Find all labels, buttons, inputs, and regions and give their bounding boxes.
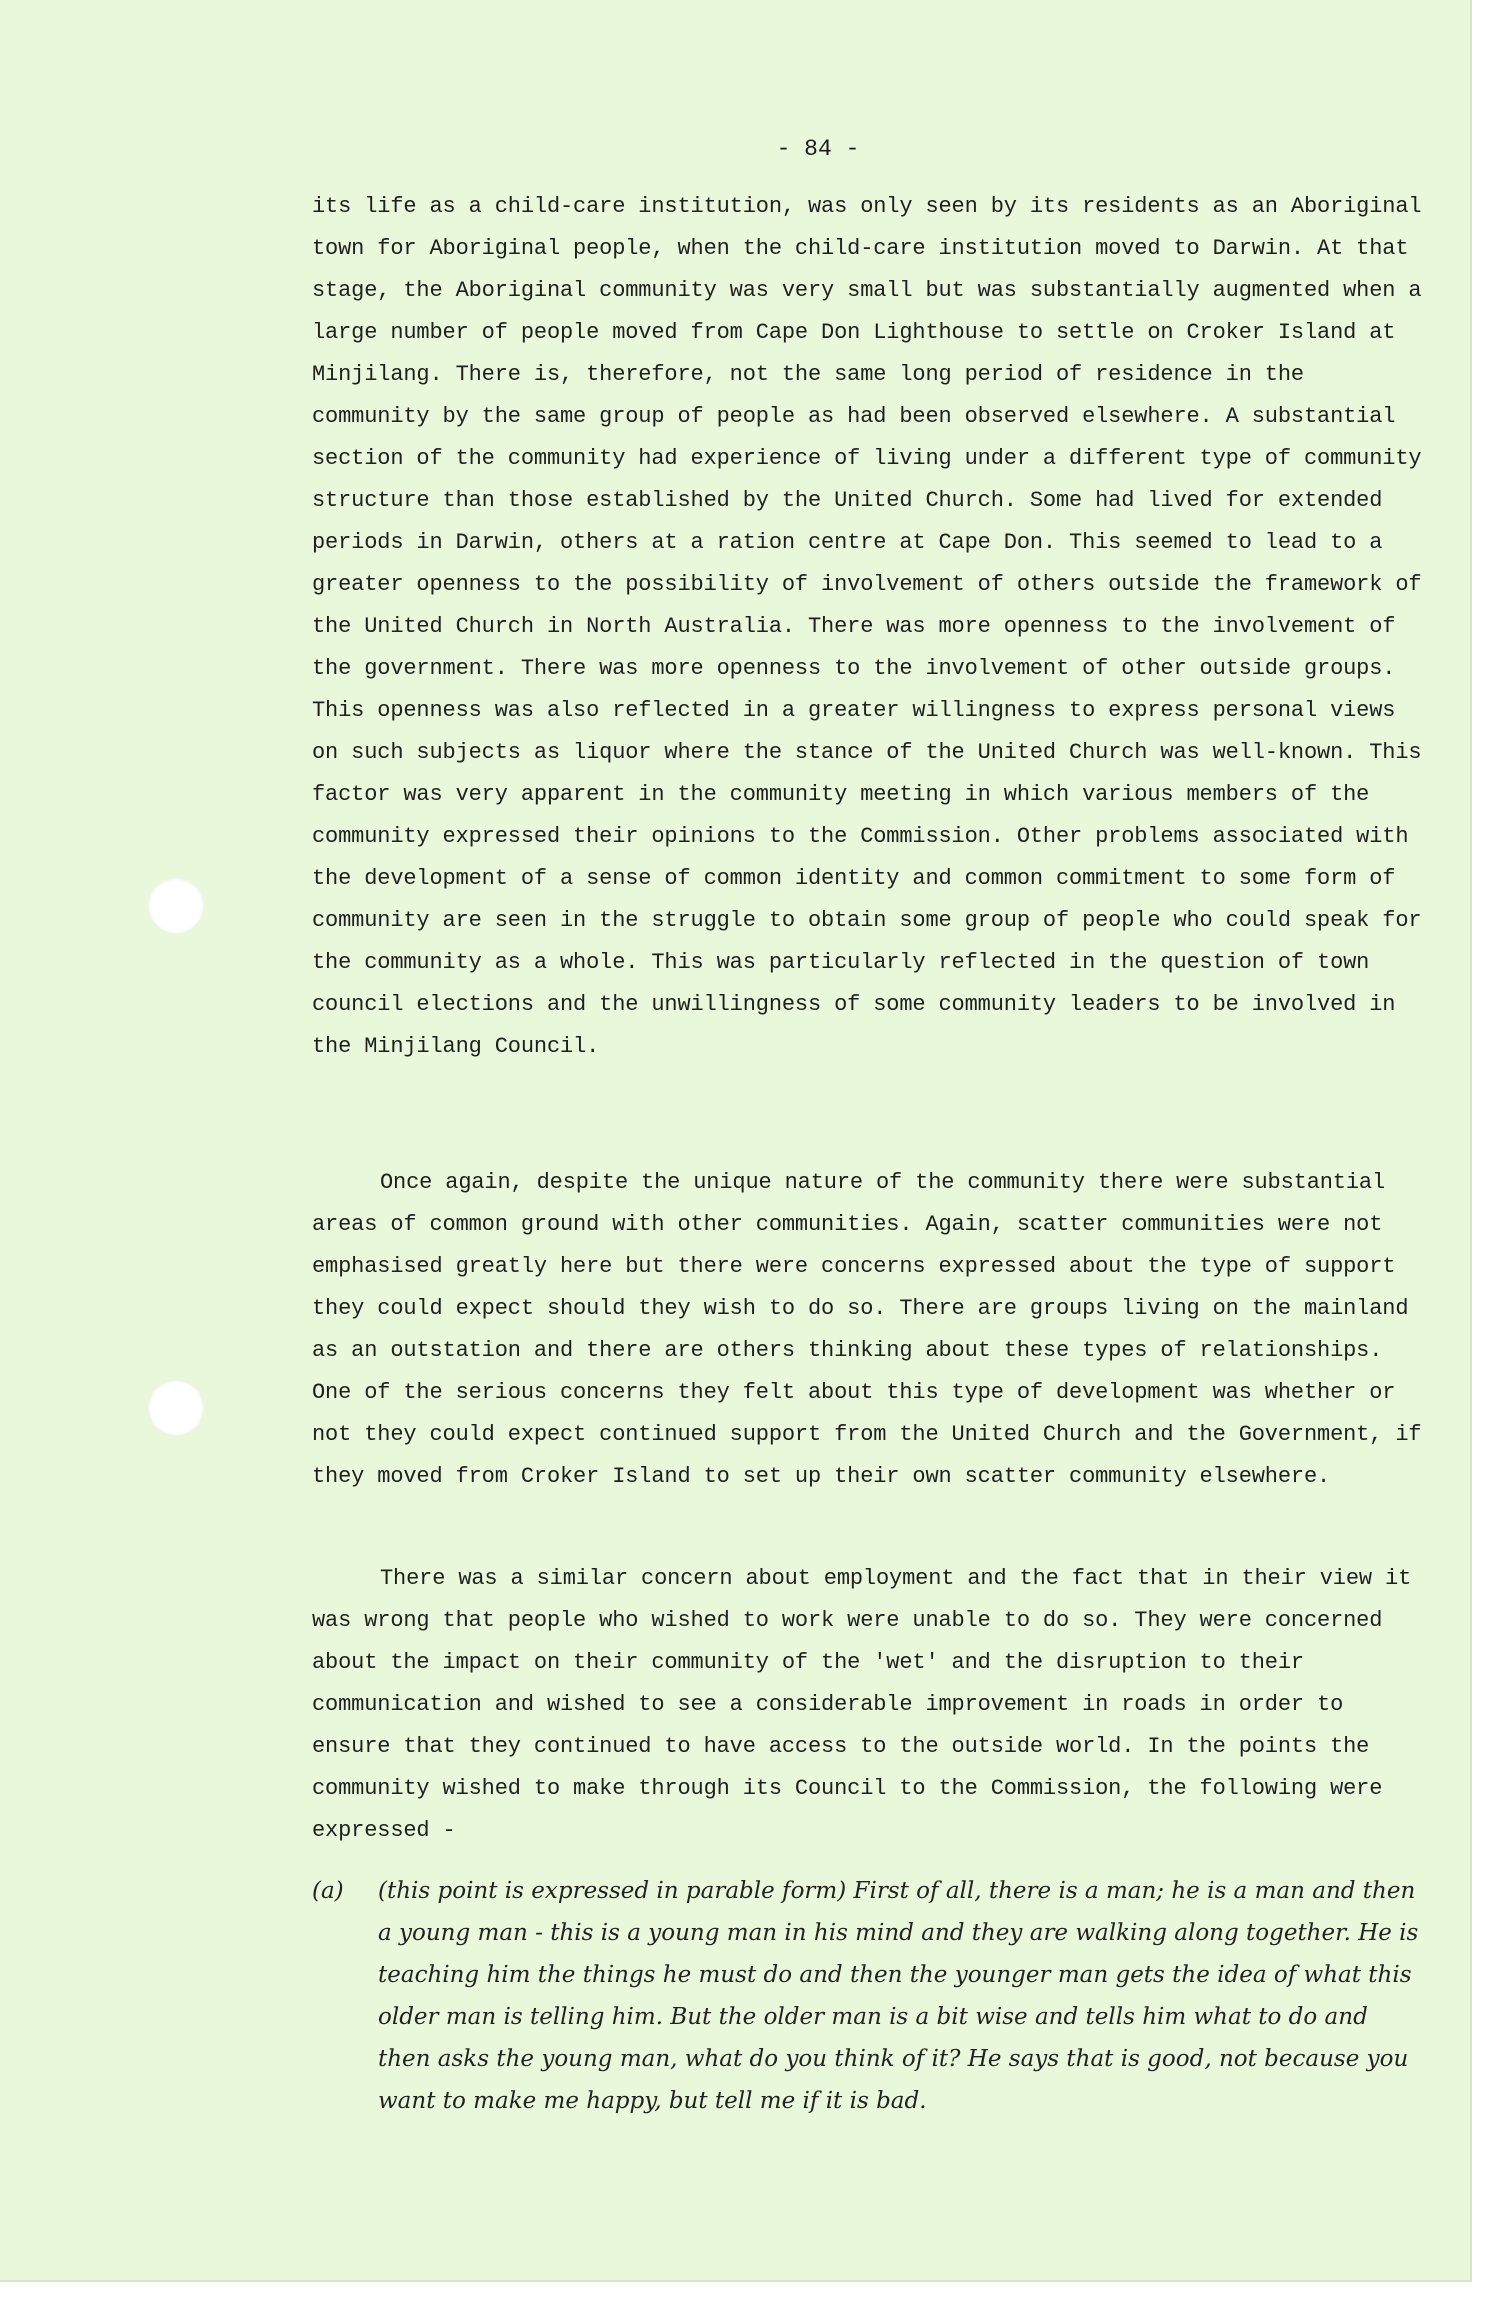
page-number: - 84 - bbox=[776, 136, 860, 162]
paragraph-2: Once again, despite the unique nature of the community there were substantial areas of common ground with other communities. Again, scatter communities were not emphasised greatly here but there were concerns expressed about the type of support they could expect should they wish to do so. There are groups living on the mainland as an outstation and there are others thinking about these types of relationships. One of the serious concerns they felt about this type of development was whether or not they could expect continued support from the United Church and the Government, if they moved from Croker Island to set up their own scatter community elsewhere. bbox=[312, 1170, 1422, 1489]
point-marker: (a) bbox=[312, 1878, 344, 1904]
paragraph-3: There was a similar concern about employment and the fact that in their view it was wrong that people who wished to work were unable to do so. They were concerned about the impact on their community of the 'wet' and the disruption to their communication and wished to see a considerable improvement in roads in order to ensure that they continued to have access to the outside world. In the points the community wished to make through its Council to the Commission, the following were expressed - bbox=[312, 1566, 1412, 1843]
point-a bbox=[312, 1870, 1427, 2122]
punch-hole bbox=[148, 1380, 204, 1436]
paragraph-1: its life as a child-care institution, was only seen by its residents as an Aboriginal town for Aboriginal people, when the child-care institution moved to Darwin. At that stage, the Aboriginal community was very small but was substantially augmented when a large number of people moved from Cape Don Lighthouse to settle on Croker Island at Minjilang. There is, therefore, not the same long period of residence in the community by the same group of people as had been observed elsewhere. A substantial section of the community had experience of living under a different type of community structure than those established by the United Church. Some had lived for extended periods in Darwin, others at a ration centre at Cape Don. This seemed to lead to a greater openness to the possibility of involvement of others outside the framework of the United Church in North Australia. There was more openness to the involvement of the government. There was more openness to the involvement of other outside groups. This openness was also reflected in a greater willingness to express personal views on such subjects as liquor where the stance of the United Church was well-known. This factor was very apparent in the community meeting in which various members of the community expressed their opinions to the Commission. Other problems associated with the development of a sense of common identity and common commitment to some form of community are seen in the struggle to obtain some group of people who could speak for the community as a whole. This was particularly reflected in the question of town council elections and the unwillingness of some community leaders to be involved in the Minjilang Council. bbox=[312, 194, 1422, 1059]
point-text: (this point is expressed in parable form) First of all, there is a man; he is a man and then a young man - this is a young man in his mind and they are walking along together. He is teaching him the things he must do and then the younger man gets the idea of what this older man is telling him. But the older man is a bit wise and tells him what to do and then asks the young man, what do you think of it? He says that is good, not because you want to make me happy, but tell me if it is bad. bbox=[378, 1878, 1419, 2114]
punch-hole bbox=[148, 878, 204, 934]
